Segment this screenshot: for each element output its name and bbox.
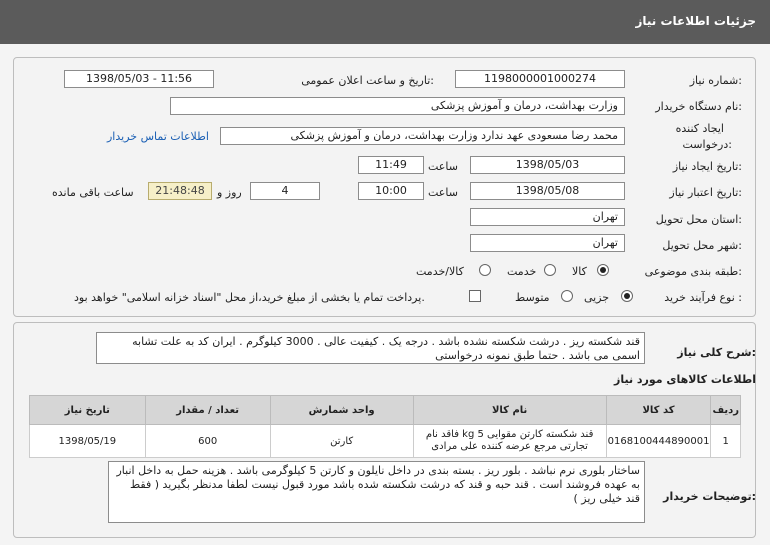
- cell-row: 1: [711, 425, 741, 458]
- category-radio-service[interactable]: [544, 264, 556, 276]
- cell-unit: کارتن: [270, 425, 413, 458]
- announce-label: تاریخ و ساعت اعلان عمومی:: [301, 74, 434, 87]
- cell-qty: 600: [145, 425, 270, 458]
- col-unit: واحد شمارش: [270, 396, 413, 425]
- remaining-label: ساعت باقی مانده: [52, 186, 134, 199]
- notes-textarea[interactable]: ساختار بلوری نرم نباشد . بلور ریز . بسته بندی در داخل نایلون و کارتن 5 کیلوگرمی باشد . هزینه حمل به داخل انبار به عهده فروشند است . قند حبه و قند که درشت شکسته شده باشد مورد قبول نیست لطفا مدنظر بگیرید ( فقط قند خیلی ریز ): [108, 461, 645, 523]
- creator-label-line2: درخواست:: [682, 138, 732, 151]
- category-radio-goods[interactable]: [597, 264, 609, 276]
- announce-field[interactable]: 1398/05/03 - 11:56: [64, 70, 214, 88]
- items-table-wrap: [29, 395, 741, 458]
- category-option-goods: کالا: [572, 265, 587, 278]
- validity-time-field[interactable]: 10:00: [358, 182, 424, 200]
- page-title: جزئیات اطلاعات نیاز: [635, 14, 756, 28]
- province-field[interactable]: تهران: [470, 208, 625, 226]
- city-field[interactable]: تهران: [470, 234, 625, 252]
- created-date-label: تاریخ ایجاد نیاز:: [672, 160, 742, 173]
- days-label: روز و: [217, 186, 242, 199]
- category-label: طبقه بندی موضوعی:: [644, 265, 742, 278]
- items-section-title: اطلاعات کالاهای مورد نیاز: [614, 373, 756, 386]
- validity-time-label: ساعت: [428, 186, 458, 199]
- col-name: نام کالا: [413, 396, 606, 425]
- buyer-org-label: نام دستگاه خریدار:: [655, 100, 742, 113]
- need-number-field[interactable]: 1198000001000274: [455, 70, 625, 88]
- days-field[interactable]: 4: [250, 182, 320, 200]
- col-code: کد کالا: [606, 396, 711, 425]
- validity-date-field[interactable]: 1398/05/08: [470, 182, 625, 200]
- col-qty: تعداد / مقدار: [145, 396, 270, 425]
- description-label: شرح کلی نیاز:: [677, 346, 756, 359]
- creator-label-line1: ایجاد کننده: [675, 122, 724, 135]
- treasury-note: پرداخت تمام یا بخشی از مبلغ خرید،از محل "اسناد خزانه اسلامی" خواهد بود.: [74, 291, 425, 304]
- cell-date: 1398/05/19: [30, 425, 146, 458]
- treasury-checkbox[interactable]: [469, 290, 481, 302]
- city-label: شهر محل تحویل:: [662, 239, 742, 252]
- category-radio-both[interactable]: [479, 264, 491, 276]
- cell-name: قند شکسته کارتن مقوایی 5 kg فاقد نام تجارتی مرجع عرضه کننده علی مرادی: [413, 425, 606, 458]
- notes-label: توضیحات خریدار:: [663, 490, 756, 503]
- creator-field[interactable]: محمد رضا مسعودی عهد ندارد وزارت بهداشت، درمان و آموزش پزشکی: [220, 127, 625, 145]
- col-date: تاریخ نیاز: [30, 396, 146, 425]
- created-time-label: ساعت: [428, 160, 458, 173]
- created-date-field[interactable]: 1398/05/03: [470, 156, 625, 174]
- contact-buyer-link[interactable]: اطلاعات تماس خریدار: [107, 130, 209, 143]
- items-header-row: [30, 396, 741, 425]
- validity-date-label: تاریخ اعتبار نیاز:: [669, 186, 742, 199]
- table-row[interactable]: [30, 425, 741, 458]
- process-label: نوع فرآیند خرید :: [664, 291, 742, 304]
- process-option-minor: جزیی: [584, 291, 610, 304]
- process-radio-medium[interactable]: [561, 290, 573, 302]
- category-option-both: کالا/خدمت: [416, 265, 464, 278]
- category-option-service: خدمت: [507, 265, 537, 278]
- cell-code: 0168100444890001: [606, 425, 711, 458]
- buyer-org-field[interactable]: وزارت بهداشت، درمان و آموزش پزشکی: [170, 97, 625, 115]
- process-radio-minor[interactable]: [621, 290, 633, 302]
- province-label: استان محل تحویل:: [655, 213, 742, 226]
- created-time-field[interactable]: 11:49: [358, 156, 424, 174]
- col-row: ردیف: [711, 396, 741, 425]
- items-table: [29, 395, 741, 458]
- remaining-time-field: 21:48:48: [148, 182, 212, 200]
- description-textarea[interactable]: قند شکسته ریز . درشت شکسته نشده باشد . درجه یک . کیفیت عالی . 3000 کیلوگرم . ایران کد به علت تشابه اسمی می باشد . حتما طبق نمونه درخواستی: [96, 332, 645, 364]
- need-number-label: شماره نیاز:: [689, 74, 742, 87]
- process-option-medium: متوسط: [515, 291, 550, 304]
